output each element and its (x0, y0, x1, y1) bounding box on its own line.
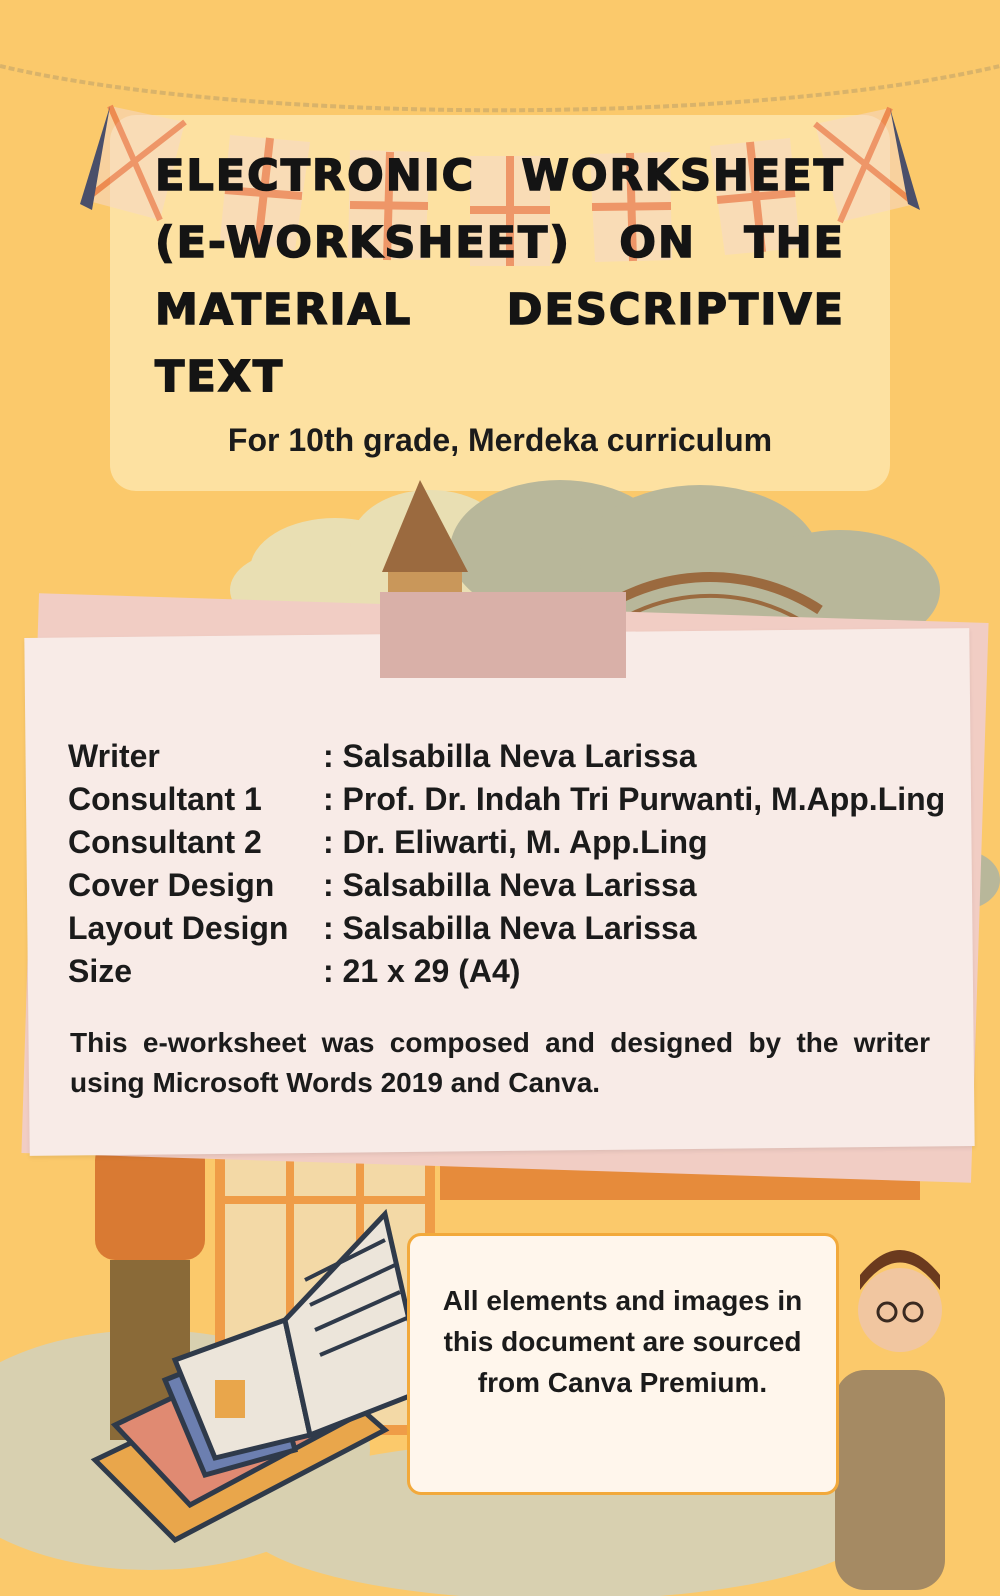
row-value: : Salsabilla Neva Larissa (323, 867, 697, 903)
credits-table (68, 735, 945, 993)
row-label: Layout Design (68, 910, 289, 946)
table-row (68, 778, 945, 821)
worksheet-subtitle: For 10th grade, Merdeka curriculum (227, 422, 773, 458)
row-value: : Dr. Eliwarti, M. App.Ling (323, 824, 708, 860)
row-label: Cover Design (68, 867, 275, 903)
row-label: Consultant 2 (68, 824, 262, 860)
composition-note: This e-worksheet was composed and designed by the writer using Microsoft Words 2019 and Canva. (70, 1027, 930, 1098)
row-label: Consultant 1 (68, 781, 262, 817)
table-row (68, 950, 945, 993)
canva-credit-text: All elements and images in this document are sourced from Canva Premium. (442, 1285, 803, 1398)
worksheet-title: ELECTRONIC WORKSHEET (E-WORKSHEET) ON THE MATERIAL DESCRIPTIVE TEXT (155, 151, 845, 402)
table-row (68, 821, 945, 864)
row-label: Size (68, 953, 133, 989)
tape-decoration (380, 592, 626, 678)
row-value: : Salsabilla Neva Larissa (323, 910, 697, 946)
row-value: : Salsabilla Neva Larissa (323, 738, 697, 774)
table-row (68, 735, 945, 778)
row-label: Writer (68, 738, 160, 774)
row-value: : 21 x 29 (A4) (323, 953, 521, 989)
table-row (68, 864, 945, 907)
row-value: : Prof. Dr. Indah Tri Purwanti, M.App.Ling (323, 781, 946, 817)
table-row (68, 907, 945, 950)
